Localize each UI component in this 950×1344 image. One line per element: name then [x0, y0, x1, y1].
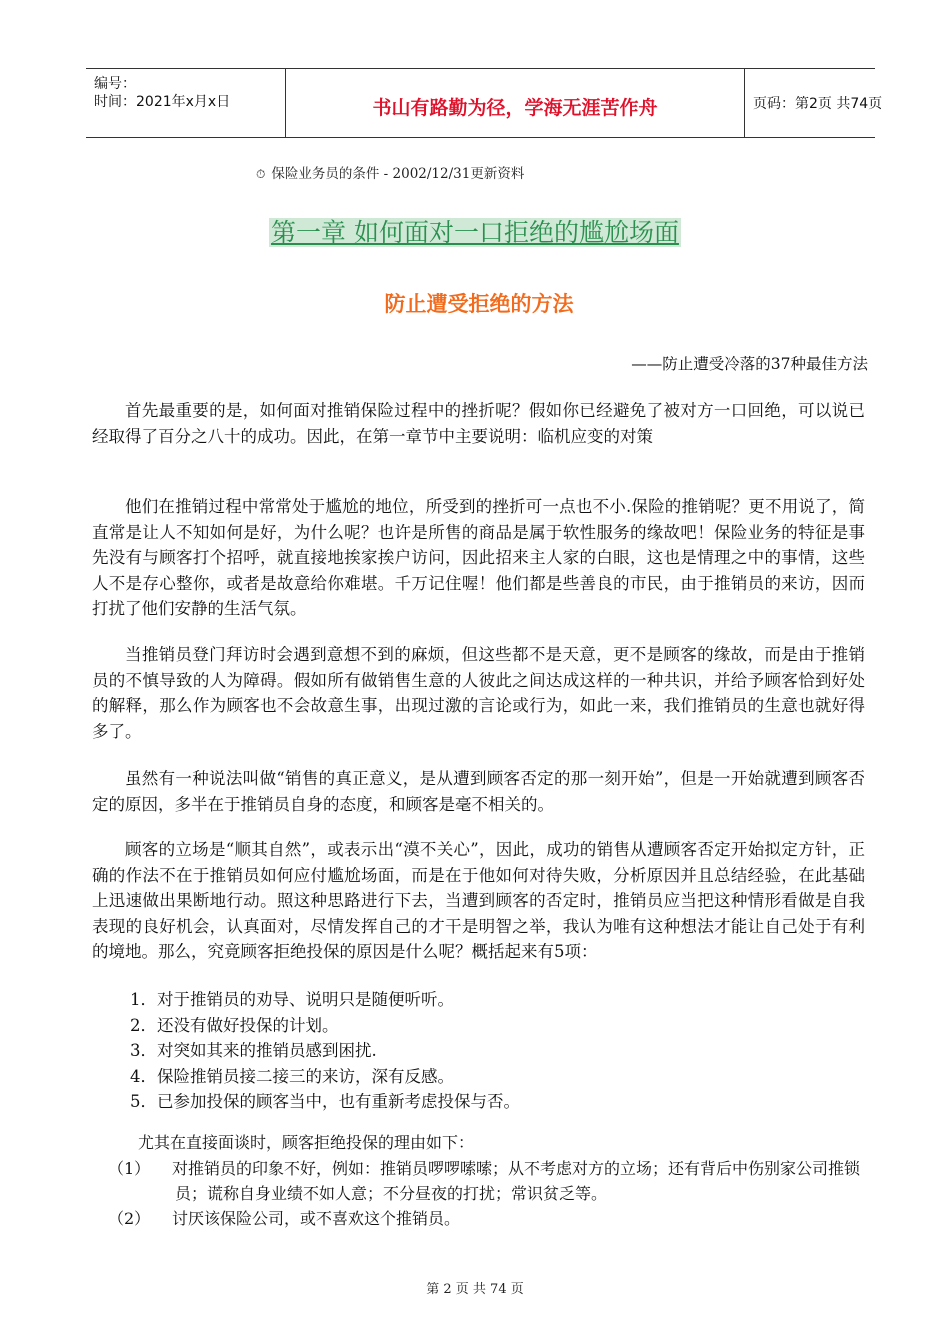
paragraph-5: 顾客的立场是“顺其自然”，或表示出“漠不关心”，因此，成功的销售从遭顾客否定开始拟定方针，正确的作法不在于推销员如何应付尴尬场面，而是在于他如何对待失败，分析原因并且总结经验，在此基础上迅速做出果断地行动。照这种思路进行下去，当遭到顾客的否定时，推销员应当把这种情形看做是自我表现的良好机会，认真面对，尽情发挥自己的才干是明智之举，我认为唯有这种想法才能让自己处于有利的境地。那么，究竟顾客拒绝投保的原因是什么呢？概括起来有5项：	[92, 840, 865, 962]
chapter-title	[0, 213, 950, 249]
reason-number: （2）	[108, 1209, 151, 1228]
top-note-text: 保险业务员的条件 - 2002/12/31更新资料	[271, 166, 525, 182]
paragraph-2: 他们在推销过程中常常处于尴尬的地位，所受到的挫折可一点也不小.保险的推销呢？更不用说了，简直常是让人不知如何是好，为什么呢？也许是所售的商品是属于软性服务的缘故吧！保险业务的特征是事先没有与顾客打个招呼，就直接地挨家挨户访问，因此招来主人家的白眼，这也是情理之中的事情，这些人不是存心整你，或者是故意给你难堪。千万记住喔！他们都是些善良的市民，由于推销员的来访，因而打扰了他们安静的生活气氛。	[92, 497, 865, 619]
clock-icon: ⏱	[256, 167, 266, 181]
list-item: 3．对突如其来的推销员感到困扰.	[130, 1041, 377, 1061]
reason-number: （1）	[108, 1159, 151, 1178]
page-footer: 第 2 页 共 74 页	[426, 1282, 524, 1297]
byline: ——防止遭受冷落的37种最佳方法	[631, 355, 868, 373]
list-item: 1．对于推销员的劝导、说明只是随便听听。	[130, 990, 454, 1009]
top-note	[256, 162, 524, 182]
intro-line: 尤其在直接面谈时，顾客拒绝投保的理由如下：	[138, 1133, 475, 1152]
list-item	[108, 1206, 868, 1231]
header-page-label: 页码：第2页 共74页	[753, 96, 883, 112]
doc-date-label: 时间：2021年x月x日	[94, 94, 231, 110]
header-mid-cell	[286, 69, 745, 137]
doc-code-label: 编号：	[94, 76, 136, 92]
header-right-cell	[745, 69, 883, 137]
paragraph-3: 当推销员登门拜访时会遇到意想不到的麻烦，但这些都不是天意，更不是顾客的缘故，而是由于推销员的不慎导致的人为障碍。假如所有做销售生意的人彼此之间达成这样的一种共识，并给予顾客恰到好处的解释，那么作为顾客也不会故意生事，出现过激的言论或行为，如此一来，我们推销员的生意也就好得多了。	[92, 645, 865, 741]
list-item: 2．还没有做好投保的计划。	[130, 1015, 339, 1035]
reasons-detail-list	[108, 1156, 868, 1231]
list-item: 4．保险推销员接二接三的来访，深有反感。	[130, 1066, 454, 1086]
list-item: 5．已参加投保的顾客当中，也有重新考虑投保与否。	[130, 1092, 520, 1112]
header-table	[86, 68, 883, 138]
reasons-summary-list	[130, 987, 520, 1115]
paragraph-1: 首先最重要的是，如何面对推销保险过程中的挫折呢？假如你已经避免了被对方一口回绝，可以说已经取得了百分之八十的成功。因此，在第一章节中主要说明：临机应变的对策	[92, 401, 865, 446]
chapter-title-text: 第一章 如何面对一口拒绝的尴尬场面	[271, 218, 679, 247]
reason-text: 对推销员的印象不好，例如：推销员啰啰嗦嗦；从不考虑对方的立场；还有背后中伤别家公司推锁员；谎称自身业绩不如人意；不分昼夜的打扰；常识贫乏等。	[172, 1159, 861, 1203]
paragraph-4: 虽然有一种说法叫做“销售的真正意义，是从遭到顾客否定的那一刻开始”，但是一开始就遭到顾客否定的原因，多半在于推销员自身的态度，和顾客是毫不相关的。	[92, 769, 865, 814]
reason-text: 讨厌该保险公司，或不喜欢这个推销员。	[172, 1209, 461, 1228]
header-left-cell	[86, 69, 286, 137]
list-item	[108, 1156, 868, 1206]
section-subtitle: 防止遭受拒绝的方法	[384, 292, 574, 316]
header-motto: 书山有路勤为径，学海无涯苦作舟	[372, 97, 658, 119]
